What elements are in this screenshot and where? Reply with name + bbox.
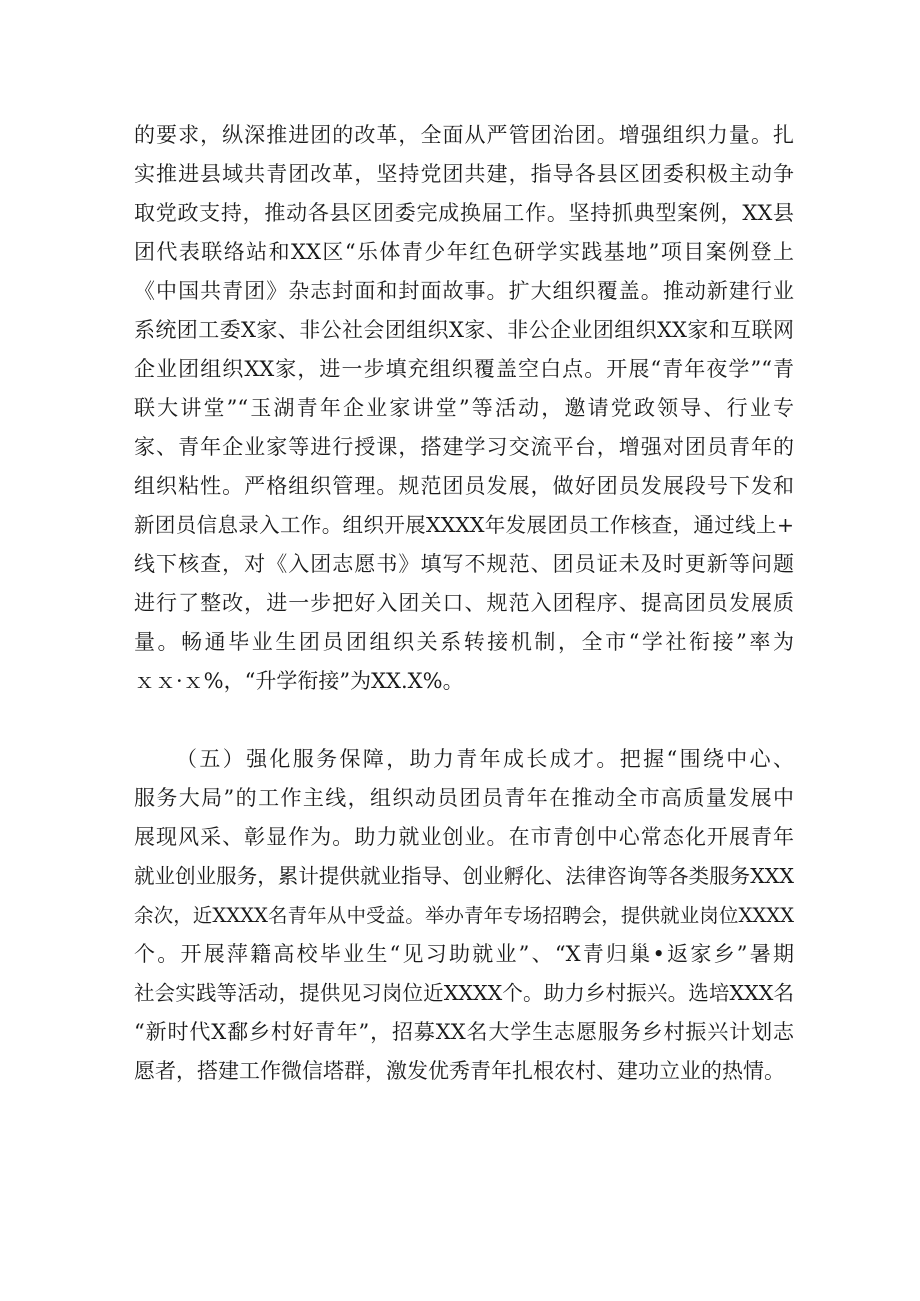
text-line: 量。畅通毕业生团员团组织关系转接机制，全市“学社衔接”率为 bbox=[134, 630, 794, 654]
text-line: 组织粘性。严格组织管理。规范团员发展，做好团员发展段号下发和 bbox=[134, 474, 794, 498]
text-line: 联大讲堂”“玉湖青年企业家讲堂”等活动，邀请党政领导、行业专 bbox=[134, 396, 794, 420]
text-line: 取党政支持，推动各县区团委完成换届工作。坚持抓典型案例，XX县 bbox=[134, 201, 794, 225]
text-line: 愿者，搭建工作微信塔群，激发优秀青年扎根农村、建功立业的热情。 bbox=[134, 1059, 785, 1083]
text-line: 线下核查，对《入团志愿书》填写不规范、团员证未及时更新等问题 bbox=[134, 552, 794, 576]
text-line: 系统团工委X家、非公社会团组织X家、非公企业团组织XX家和互联网 bbox=[134, 318, 794, 342]
paragraph-service bbox=[134, 740, 794, 1091]
text-line: 《中国共青团》杂志封面和封面故事。扩大组织覆盖。推动新建行业 bbox=[134, 279, 794, 303]
text-line: 个。开展萍籍高校毕业生“见习助就业”、“X青归巢•返家乡”暑期 bbox=[134, 942, 794, 966]
paragraph-organization bbox=[134, 116, 794, 701]
section-heading-line: （五）强化服务保障，助力青年成长成才。把握“围绕中心、 bbox=[176, 747, 794, 771]
text-line: 就业创业服务，累计提供就业指导、创业孵化、法律咨询等各类服务XXX bbox=[134, 864, 794, 888]
text-line: 服务大局”的工作主线，组织动员团员青年在推动全市高质量发展中 bbox=[134, 786, 794, 810]
text-line: 余次，近XXXX名青年从中受益。举办青年专场招聘会，提供就业岗位XXXX bbox=[134, 904, 794, 927]
text-line: ｘｘ·ｘ%，“升学衔接”为XX.X%。 bbox=[134, 669, 464, 693]
text-line: 展现风采、彰显作为。助力就业创业。在市青创中心常态化开展青年 bbox=[134, 825, 794, 849]
text-line: 新团员信息录入工作。组织开展XXXX年发展团员工作核查，通过线上+ bbox=[134, 513, 794, 537]
text-line: 社会实践等活动，提供见习岗位近XXXX个。助力乡村振兴。选培XXX名 bbox=[134, 981, 794, 1005]
text-line: 家、青年企业家等进行授课，搭建学习交流平台，增强对团员青年的 bbox=[134, 435, 794, 459]
text-line: 实推进县域共青团改革，坚持党团共建，指导各县区团委积极主动争 bbox=[134, 162, 794, 186]
text-line: 的要求，纵深推进团的改革，全面从严管团治团。增强组织力量。扎 bbox=[134, 123, 794, 147]
text-line: 进行了整改，进一步把好入团关口、规范入团程序、提高团员发展质 bbox=[134, 591, 794, 615]
text-line: “新时代X鄱乡村好青年”，招募XX名大学生志愿服务乡村振兴计划志 bbox=[134, 1020, 794, 1044]
text-line: 企业团组织XX家，进一步填充组织覆盖空白点。开展“青年夜学”“青 bbox=[134, 357, 794, 381]
text-line: 团代表联络站和XX区“乐体青少年红色研学实践基地”项目案例登上 bbox=[134, 240, 794, 264]
